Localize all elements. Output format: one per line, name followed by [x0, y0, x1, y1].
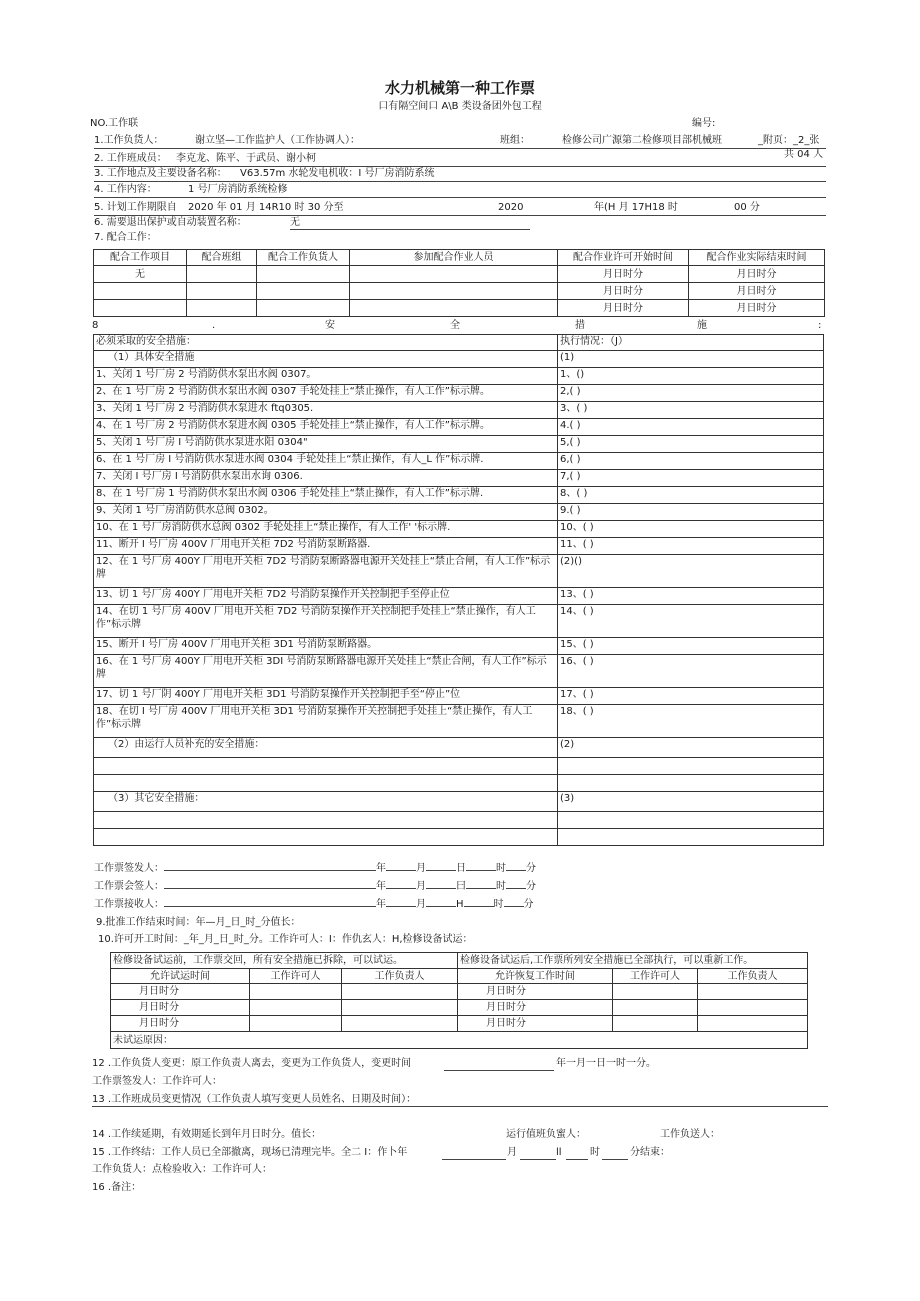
divider	[520, 1159, 556, 1160]
item10: 10.许可开工时间：_年_月_日_时_分。工作许可人：I：作仇玄人：H,检修设备试运：	[98, 934, 473, 945]
trial-run-table	[110, 952, 808, 1049]
coop-cell: 月日时分	[558, 300, 689, 317]
measure-status: 14、( )	[558, 605, 824, 638]
item14-person: 工作负送人：	[660, 1129, 720, 1140]
measure-status: 6,( )	[558, 453, 824, 470]
section8-dot: .	[212, 320, 216, 331]
measure-status: 10、( )	[558, 521, 824, 538]
coop-cell: 月日时分	[689, 266, 825, 283]
year-label: 年	[376, 899, 386, 910]
safety-table	[93, 334, 824, 846]
trial-header: 允许试运时间	[111, 969, 250, 984]
blank-row	[94, 829, 558, 846]
measure-text: 13、切 1 号厂房 400Y 厂用电开关柜 7D2 号消防泵操作开关控制把手至停止位	[94, 588, 558, 605]
coop-cell: 月日时分	[689, 283, 825, 300]
item15-signers: 工作负货人：点检验收入：工作许可人：	[92, 1164, 272, 1175]
trial-cell	[613, 1000, 698, 1016]
page-title: 水力机械第一种工作票	[384, 79, 535, 97]
section8-char: 措	[575, 320, 585, 331]
item6-label: 6. 需要退出保护或自动装置名称：	[94, 217, 247, 228]
measure-status: 1、()	[558, 368, 824, 385]
safety-sub1-label: （1）具体安全措施	[94, 351, 558, 368]
signature-label: 工作票签发人：	[94, 863, 164, 874]
item15-day: ll	[556, 1147, 562, 1158]
measure-text: 16、在 1 号厂房 400Y 厂用电开关柜 3DI 号消防泵断路器电源开关处挂上“禁止合闸，有人工作”标示牌	[94, 655, 558, 688]
measure-text: 5、关闭 1 号厂房 I 号消防供水泵进水阳 0304"	[94, 436, 558, 453]
team-value: 检修公司广源第二检修项目部机械班	[562, 135, 722, 146]
measure-text: 12、在 1 号厂房 400Y 厂用电开关柜 7D2 号消防泵断路器电源开关处挂上“禁止合闸，有人工作”标示牌	[94, 555, 558, 588]
blank-row	[94, 812, 558, 829]
trial-header: 允许恢复工作时间	[458, 969, 613, 984]
item9: 9.批准工作结束时间：年—月_日_时_分值长：	[96, 917, 301, 928]
item3-value: V63.57m 水轮发电机收：I 号厂房消防系统	[240, 168, 435, 179]
trial-header: 工作负责人	[698, 969, 808, 984]
page-subtitle: 口有隔空间口 A\B 类设备团外包工程	[378, 101, 542, 112]
hour-label: 时	[493, 899, 504, 910]
measure-text: 10、在 1 号厂房消防供水总阀 0302 手轮处挂上“禁止操作，有人工作' '标示牌.	[94, 521, 558, 538]
divider	[602, 1159, 628, 1160]
item15-hour: 时	[590, 1147, 600, 1158]
blank-row	[94, 758, 558, 775]
coop-cell: 月日时分	[558, 283, 689, 300]
coop-cell	[350, 266, 558, 283]
item5-minute: 00 分	[734, 202, 760, 213]
coop-cell	[350, 283, 558, 300]
trial-left-note: 检修设备试运前，工作票交回，所有安全措施已拆除，可以试运。	[111, 953, 458, 969]
item5-label: 5. 计划工作期限自	[94, 202, 177, 213]
day-label: 曰	[456, 881, 466, 892]
measure-status: 11、( )	[558, 538, 824, 555]
month-label: 月	[416, 899, 426, 910]
divider	[94, 181, 826, 182]
year-label: 年	[376, 881, 386, 892]
item3-label: 3. 工作地点及主要设备名称：	[94, 168, 227, 179]
measure-text: 4、在 1 号厂房 2 号消防供水泵进水阀 0305 手轮处挂上“禁止操作，有人工作”标示牌。	[94, 419, 558, 436]
item13: 13 .工作班成员变更情况（工作负责人填写变更人员姓名、日期及时间）：	[92, 1094, 417, 1105]
month-label: 月	[416, 881, 426, 892]
trial-cell: 月日时分	[458, 984, 613, 1000]
trial-cell	[342, 1000, 458, 1016]
measure-text: 8、在 1 号厂房 1 号消防供水泵出水阀 0306 手轮处挂上“禁止操作，有人工作”标示牌.	[94, 487, 558, 504]
item12-signers: 工作票签发人：工作许可人：	[92, 1076, 222, 1087]
divider	[442, 1159, 506, 1160]
item12: 12 .工作负货人变更：原工作负责人离去，变更为工作负货人，变更时间	[92, 1058, 412, 1069]
item7-label: 7. 配合工作：	[94, 232, 157, 243]
measure-status: 18、( )	[558, 705, 824, 738]
measure-text: 14、在切 1 号厂房 400V 厂用电开关柜 7D2 号消防泵操作开关控制把手处挂上“禁止操作，有人工作”标示牌	[94, 605, 558, 638]
coop-cell	[94, 300, 187, 317]
measure-text: 9、关闭 1 号厂房消防供水总阀 0302。	[94, 504, 558, 521]
trial-cell: 月日时分	[111, 984, 250, 1000]
measure-text: 7、关闭 I 号厂房 I 号消防供水泵出水询 0306.	[94, 470, 558, 487]
signature-row	[94, 895, 534, 912]
measure-text: 1、关闭 1 号厂房 2 号消防供水泵出水阀 0307。	[94, 368, 558, 385]
trial-cell	[613, 1016, 698, 1032]
section8-colon: :	[818, 320, 822, 331]
measure-text: 6、在 1 号厂房 I 号消防供水泵进水阀 0304 手轮处挂上“禁止操作，有人_L 作”标示牌.	[94, 453, 558, 470]
divider	[94, 148, 826, 149]
item1-value: 谢立坚—工作监护人（工作协调人）：	[195, 135, 360, 146]
divider	[444, 1070, 554, 1071]
safety-right-header: 执行情况：（J）	[558, 335, 824, 351]
item14: 14 .工作续延期，有效期延长到年月日时分。值长：	[92, 1129, 322, 1140]
trial-cell: 月日时分	[458, 1016, 613, 1032]
trial-right-note: 检修设备试运后,工作票所列安全措施已全部执行，可以重新工作。	[458, 953, 808, 969]
signature-row	[94, 877, 536, 894]
item15: 15 .工作终结：工作人员已全部撤离，现场已清理完毕。全二 I：作卜年	[92, 1147, 408, 1158]
coop-table	[93, 249, 825, 317]
trial-cell	[698, 1016, 808, 1032]
blank-row	[558, 775, 824, 792]
item6-value: 无	[290, 217, 300, 228]
item15-month: 月	[507, 1147, 517, 1158]
divider	[290, 229, 530, 230]
trial-cell	[698, 984, 808, 1000]
year-label: 年	[376, 863, 386, 874]
safety-sub2-label: （2）由运行人员补充的安全措施：	[94, 738, 558, 758]
item15-end: 分结束：	[630, 1147, 670, 1158]
blank-row	[558, 829, 824, 846]
trial-cell: 月日时分	[111, 1000, 250, 1016]
section8-char: 全	[450, 320, 460, 331]
coop-cell: 月日时分	[689, 300, 825, 317]
item2-label: 2. 工作班成员：	[94, 153, 167, 164]
measure-status: 8、( )	[558, 487, 824, 504]
item12-tail: 年一月一日一时一分。	[556, 1058, 656, 1069]
measure-status: 2,( )	[558, 385, 824, 402]
measure-status: 9.( )	[558, 504, 824, 521]
divider	[92, 1106, 828, 1107]
measure-text: 18、在切 I 号厂房 400V 厂用电开关柜 3D1 号消防泵操作开关控制把手处挂上“禁止操作，有人工作”标示牌	[94, 705, 558, 738]
trial-header: 工作许可人	[613, 969, 698, 984]
safety-sub3-right: (3)	[558, 792, 824, 812]
coop-header: 配合工作负货人	[257, 250, 350, 266]
day-label: 日	[456, 863, 466, 874]
trial-cell	[342, 984, 458, 1000]
trial-cell: 月日时分	[111, 1016, 250, 1032]
coop-cell	[257, 283, 350, 300]
ticket-number-label: 编号:	[692, 118, 716, 129]
measure-text: 15、断开 I 号厂房 400V 厂用电开关柜 3D1 号消防泵断路器。	[94, 638, 558, 655]
minute-label: 分	[526, 863, 536, 874]
item2-value: 李克龙、陈平、于武员、谢小柯	[176, 153, 316, 164]
blank-row	[558, 812, 824, 829]
day-label: H	[456, 899, 464, 910]
signature-label: 工作票接收人：	[94, 899, 164, 910]
measure-text: 11、断开 I 号厂房 400V 厂用电开关柜 7D2 号消防泵断路器.	[94, 538, 558, 555]
coop-cell	[94, 283, 187, 300]
trial-header: 工作负责人	[342, 969, 458, 984]
coop-cell: 月日时分	[558, 266, 689, 283]
trial-footer: 未试运原因：	[111, 1032, 808, 1049]
trial-cell	[250, 1000, 342, 1016]
measure-text: 2、在 1 号厂房 2 号消防供水泵出水阀 0307 手轮处挂上“禁止操作，有人工作”标示牌。	[94, 385, 558, 402]
coop-cell	[187, 266, 257, 283]
coop-cell	[187, 283, 257, 300]
trial-cell	[250, 1016, 342, 1032]
measure-text: 17、切 1 号厂阴 400Y 厂用电开关柜 3D1 号消防泵操作开关控制把手至“停止”位	[94, 688, 558, 705]
trial-cell: 月日时分	[458, 1000, 613, 1016]
divider	[566, 1159, 588, 1160]
measure-status: 15、( )	[558, 638, 824, 655]
trial-cell	[342, 1016, 458, 1032]
attach-pages: _附页：_2_张	[758, 135, 820, 146]
safety-sub1-right: (1)	[558, 351, 824, 368]
measure-status: (2)()	[558, 555, 824, 588]
signature-label: 工作票会签人：	[94, 881, 164, 892]
minute-label: 分	[523, 899, 534, 910]
blank-row	[558, 758, 824, 775]
hour-label: 时	[496, 881, 506, 892]
coop-header: 配合作业许可开始时间	[558, 250, 689, 266]
section8-char: 安	[325, 320, 335, 331]
coop-cell	[257, 266, 350, 283]
measure-status: 16、( )	[558, 655, 824, 688]
measure-status: 5,( )	[558, 436, 824, 453]
item1-label: 1.工作负货人：	[94, 135, 164, 146]
item4-label: 4. 工作内容：	[94, 184, 157, 195]
measure-status: 13、( )	[558, 588, 824, 605]
trial-cell	[698, 1000, 808, 1016]
section8-number: 8	[92, 320, 99, 331]
safety-sub3-label: （3）其它安全措施：	[94, 792, 558, 812]
team-label: 班组：	[500, 135, 530, 146]
section8-char: 施	[697, 320, 707, 331]
safety-sub2-right: (2)	[558, 738, 824, 758]
month-label: 月	[416, 863, 426, 874]
coop-header: 配合班组	[187, 250, 257, 266]
safety-left-header: 必须采取的安全措施：	[94, 335, 558, 351]
item4-value: 1 号厂房消防系统检修	[188, 184, 288, 195]
divider	[94, 197, 826, 198]
item5-value: 2020 年 01 月 14R10 时 30 分至	[188, 202, 344, 213]
signature-row	[94, 859, 536, 876]
trial-header: 工作许可人	[250, 969, 342, 984]
hour-label: 时	[496, 863, 506, 874]
coop-header: 参加配合作业人员	[350, 250, 558, 266]
coop-cell	[257, 300, 350, 317]
item14-duty: 运行值班负蜜人：	[506, 1129, 586, 1140]
item5-end: 年(H 月 17H18 时	[594, 202, 678, 213]
trial-cell	[250, 984, 342, 1000]
measure-status: 4.( )	[558, 419, 824, 436]
blank-row	[94, 775, 558, 792]
trial-cell	[613, 984, 698, 1000]
coop-cell	[187, 300, 257, 317]
member-total: 共 04 人	[784, 149, 824, 160]
coop-cell	[350, 300, 558, 317]
coop-cell: 无	[94, 266, 187, 283]
measure-status: 17、( )	[558, 688, 824, 705]
item5-year: 2020	[498, 202, 524, 213]
item16: 16 .备注：	[92, 1182, 142, 1193]
minute-label: 分	[526, 881, 536, 892]
measure-text: 3、关闭 1 号厂房 2 号消防供水泵进水 ftq0305.	[94, 402, 558, 419]
measure-status: 3、( )	[558, 402, 824, 419]
ticket-no-label: NO.工作联	[90, 118, 139, 129]
measure-status: 7,( )	[558, 470, 824, 487]
coop-header: 配合工作项目	[94, 250, 187, 266]
coop-header: 配合作业实际结束时间	[689, 250, 825, 266]
